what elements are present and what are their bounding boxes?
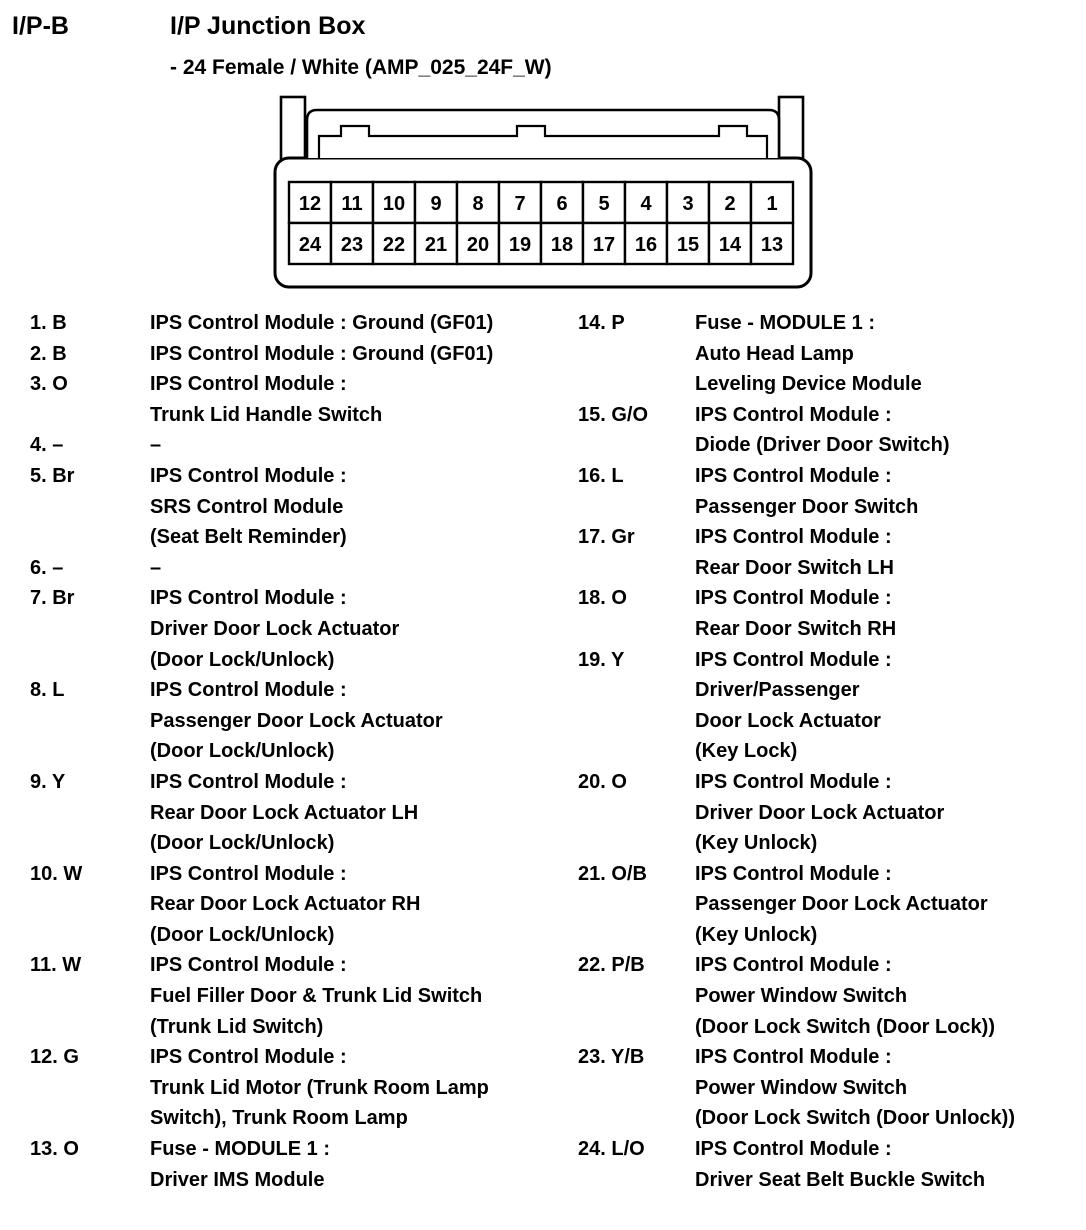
pin-description-line: IPS Control Module : xyxy=(695,587,892,610)
pin-number-color: 14. P xyxy=(578,312,625,334)
pin-entry-18 xyxy=(578,583,1083,644)
pin-description-line: IPS Control Module : Ground (GF01) xyxy=(150,312,494,334)
pin-description xyxy=(150,339,575,370)
pin-description xyxy=(695,400,1083,461)
pin-description-line: Switch), Trunk Room Lamp xyxy=(150,1107,408,1130)
pin-description-line: IPS Control Module : xyxy=(150,862,347,885)
pin-entry-13 xyxy=(30,1134,575,1195)
pin-description-line: Rear Door Switch RH xyxy=(695,617,897,640)
pin-description-line: (Door Lock/Unlock) xyxy=(150,648,335,671)
pin-cell-number-3: 3 xyxy=(682,193,694,215)
pin-description-line: Driver Seat Belt Buckle Switch xyxy=(695,1168,986,1191)
pin-description xyxy=(150,950,575,1042)
pin-description-line: Door Lock Actuator xyxy=(695,709,881,732)
pin-description xyxy=(150,767,575,859)
pin-entry-6 xyxy=(30,553,575,584)
pin-description-line: IPS Control Module : xyxy=(150,587,347,610)
pin-description xyxy=(695,522,1083,583)
pin-entry-2 xyxy=(30,339,575,370)
pin-entry-1 xyxy=(30,308,575,339)
pin-description-line: IPS Control Module : xyxy=(695,770,892,793)
pin-description-line: IPS Control Module : xyxy=(695,403,892,426)
pin-description-line: IPS Control Module : xyxy=(695,526,892,549)
pin-number-color: 10. W xyxy=(30,862,83,885)
mounting-tab-right-icon xyxy=(779,97,803,161)
pin-description-line: IPS Control Module : xyxy=(695,1138,892,1161)
pin-cell-number-24: 24 xyxy=(298,234,322,256)
pin-cell-number-15: 15 xyxy=(676,234,700,256)
pin-number-color: 4. – xyxy=(30,434,64,457)
pin-description xyxy=(695,950,1083,1042)
pin-description-line: Passenger Door Switch xyxy=(695,495,919,518)
pin-description-line: (Key Unlock) xyxy=(695,832,818,855)
pin-description xyxy=(150,308,575,339)
pin-entry-17 xyxy=(578,522,1083,583)
pin-number-color: 7. Br xyxy=(30,587,75,610)
pin-description-line: Leveling Device Module xyxy=(695,373,922,396)
pin-cell-number-21: 21 xyxy=(424,234,448,256)
pin-entry-24 xyxy=(578,1134,1083,1195)
pin-number-color: 11. W xyxy=(30,954,82,977)
pin-description xyxy=(150,369,575,430)
pin-cell-number-6: 6 xyxy=(556,193,568,215)
pin-cell-number-19: 19 xyxy=(508,234,532,256)
pin-description-line: IPS Control Module : xyxy=(150,1046,347,1069)
pin-number-color: 21. O/B xyxy=(578,862,647,885)
pin-description-line: IPS Control Module : xyxy=(150,770,347,793)
pin-description xyxy=(695,767,1083,859)
pin-cell-number-23: 23 xyxy=(340,234,364,256)
pin-cell-number-10: 10 xyxy=(382,193,406,215)
pin-description-line: (Door Lock/Unlock) xyxy=(150,832,335,855)
pin-description-line: IPS Control Module : xyxy=(695,862,892,885)
connector-hat-outline xyxy=(307,110,779,158)
pin-cell-number-7: 7 xyxy=(514,193,526,215)
connector-subtitle: - 24 Female / White (AMP_025_24F_W) xyxy=(170,56,552,79)
pin-cell-number-9: 9 xyxy=(430,193,442,215)
pin-list-left xyxy=(30,308,575,1195)
pin-cell-number-2: 2 xyxy=(724,193,736,215)
pin-description xyxy=(695,1042,1083,1134)
pin-description-line: Rear Door Lock Actuator LH xyxy=(150,801,419,824)
pin-description xyxy=(150,430,575,461)
pin-description-line: Rear Door Lock Actuator RH xyxy=(150,893,421,916)
pin-entry-15 xyxy=(578,400,1083,461)
pin-cell-number-22: 22 xyxy=(382,234,406,256)
pin-cell-number-1: 1 xyxy=(766,193,778,215)
pin-description xyxy=(695,461,1083,522)
pin-description-line: (Door Lock/Unlock) xyxy=(150,923,335,946)
pin-entry-16 xyxy=(578,461,1083,522)
pin-cell-number-12: 12 xyxy=(298,193,322,215)
pin-description-line: (Key Lock) xyxy=(695,740,798,763)
pin-entry-4 xyxy=(30,430,575,461)
pin-description-line: IPS Control Module : xyxy=(695,954,892,977)
pin-description xyxy=(150,583,575,675)
pin-number-color: 18. O xyxy=(578,587,627,610)
pin-description-line: (Door Lock/Unlock) xyxy=(150,740,335,763)
connector-code: I/P-B xyxy=(12,12,69,40)
pin-number-color: 22. P/B xyxy=(578,954,645,977)
pin-description-line: Driver/Passenger xyxy=(695,679,860,702)
pin-description xyxy=(150,675,575,767)
pin-entry-12 xyxy=(30,1042,575,1134)
pin-description-line: Fuse - MODULE 1 : xyxy=(695,312,876,334)
pin-entry-3 xyxy=(30,369,575,430)
pin-entry-20 xyxy=(578,767,1083,859)
pin-description-line: – xyxy=(150,556,162,579)
pin-number-color: 6. – xyxy=(30,556,64,579)
pin-entry-22 xyxy=(578,950,1083,1042)
pin-description xyxy=(695,583,1083,644)
pin-cell-number-18: 18 xyxy=(550,234,574,256)
pin-description-line: IPS Control Module : xyxy=(150,464,347,487)
pin-description-line: Passenger Door Lock Actuator xyxy=(695,893,988,916)
pin-number-color: 15. G/O xyxy=(578,403,649,426)
pin-entry-5 xyxy=(30,461,575,553)
pin-description-line: (Trunk Lid Switch) xyxy=(150,1015,324,1038)
pin-description-line: Driver IMS Module xyxy=(150,1168,325,1191)
pin-number-color: 12. G xyxy=(30,1046,79,1069)
pin-number-color: 9. Y xyxy=(30,770,66,793)
pin-list-right xyxy=(578,308,1083,1195)
pin-number-color: 16. L xyxy=(578,464,624,487)
mounting-tab-left-icon xyxy=(281,97,305,161)
pin-description-line: Rear Door Switch LH xyxy=(695,556,894,579)
pin-description xyxy=(150,1134,575,1195)
pin-description xyxy=(150,1042,575,1134)
pin-description-line: IPS Control Module : xyxy=(695,648,892,671)
pin-cell-number-11: 11 xyxy=(341,193,363,215)
connector-diagram xyxy=(273,94,813,290)
pin-entry-8 xyxy=(30,675,575,767)
pin-description-line: Power Window Switch xyxy=(695,985,908,1008)
pin-description xyxy=(695,645,1083,767)
pin-grid xyxy=(289,182,793,264)
pin-cell-number-20: 20 xyxy=(466,234,490,256)
pin-number-color: 17. Gr xyxy=(578,526,635,549)
pin-description xyxy=(695,859,1083,951)
pin-entry-14 xyxy=(578,308,1083,400)
pin-description-line: Trunk Lid Motor (Trunk Room Lamp xyxy=(150,1076,489,1099)
pin-description-line: IPS Control Module : xyxy=(150,679,347,702)
pin-number-color: 5. Br xyxy=(30,464,75,487)
pin-cell-number-8: 8 xyxy=(472,193,484,215)
pin-description-line: Fuel Filler Door & Trunk Lid Switch xyxy=(150,985,483,1008)
pin-description-line: (Key Unlock) xyxy=(695,923,818,946)
pin-entry-7 xyxy=(30,583,575,675)
pin-description-line: IPS Control Module : xyxy=(150,373,347,396)
pin-number-color: 24. L/O xyxy=(578,1138,645,1161)
pin-description-line: (Door Lock Switch (Door Unlock)) xyxy=(695,1107,1015,1130)
pin-description-line: Diode (Driver Door Switch) xyxy=(695,434,950,457)
pin-description-line: IPS Control Module : xyxy=(150,954,347,977)
pin-description xyxy=(150,859,575,951)
pin-number-color: 19. Y xyxy=(578,648,625,671)
pin-number-color: 13. O xyxy=(30,1138,79,1161)
pin-entry-9 xyxy=(30,767,575,859)
pin-entry-23 xyxy=(578,1042,1083,1134)
pin-description-line: Fuse - MODULE 1 : xyxy=(150,1138,331,1161)
pin-number-color: 3. O xyxy=(30,373,68,396)
pin-description xyxy=(695,308,1083,400)
pin-number-color: 8. L xyxy=(30,679,65,702)
pin-cell-number-17: 17 xyxy=(592,234,616,256)
page-title: I/P Junction Box xyxy=(170,12,366,40)
pin-number-color: 2. B xyxy=(30,342,67,365)
pin-entry-10 xyxy=(30,859,575,951)
pin-description-line: Driver Door Lock Actuator xyxy=(695,801,945,824)
pin-entry-19 xyxy=(578,645,1083,767)
pin-description xyxy=(150,553,575,584)
pin-description xyxy=(695,1134,1083,1195)
pin-description-line: IPS Control Module : Ground (GF01) xyxy=(150,342,494,365)
pin-cell-number-13: 13 xyxy=(760,234,784,256)
pin-description-line: – xyxy=(150,434,162,457)
pin-description xyxy=(150,461,575,553)
pin-description-line: Driver Door Lock Actuator xyxy=(150,617,400,640)
pin-cell-number-4: 4 xyxy=(640,193,652,215)
pin-number-color: 20. O xyxy=(578,770,627,793)
pin-description-line: (Seat Belt Reminder) xyxy=(150,526,347,549)
pin-number-color: 23. Y/B xyxy=(578,1046,645,1069)
pin-entry-11 xyxy=(30,950,575,1042)
pin-description-line: Auto Head Lamp xyxy=(695,342,854,365)
pin-description-line: IPS Control Module : xyxy=(695,1046,892,1069)
pin-description-line: (Door Lock Switch (Door Lock)) xyxy=(695,1015,995,1038)
pin-description-line: Trunk Lid Handle Switch xyxy=(150,403,383,426)
pin-number-color: 1. B xyxy=(30,312,67,334)
pin-cell-number-14: 14 xyxy=(718,234,742,256)
pin-description-line: SRS Control Module xyxy=(150,495,344,518)
pin-entry-21 xyxy=(578,859,1083,951)
pin-description-line: Passenger Door Lock Actuator xyxy=(150,709,443,732)
pin-cell-number-16: 16 xyxy=(634,234,658,256)
pin-cell-number-5: 5 xyxy=(598,193,610,215)
pin-description-line: IPS Control Module : xyxy=(695,464,892,487)
pin-description-line: Power Window Switch xyxy=(695,1076,908,1099)
